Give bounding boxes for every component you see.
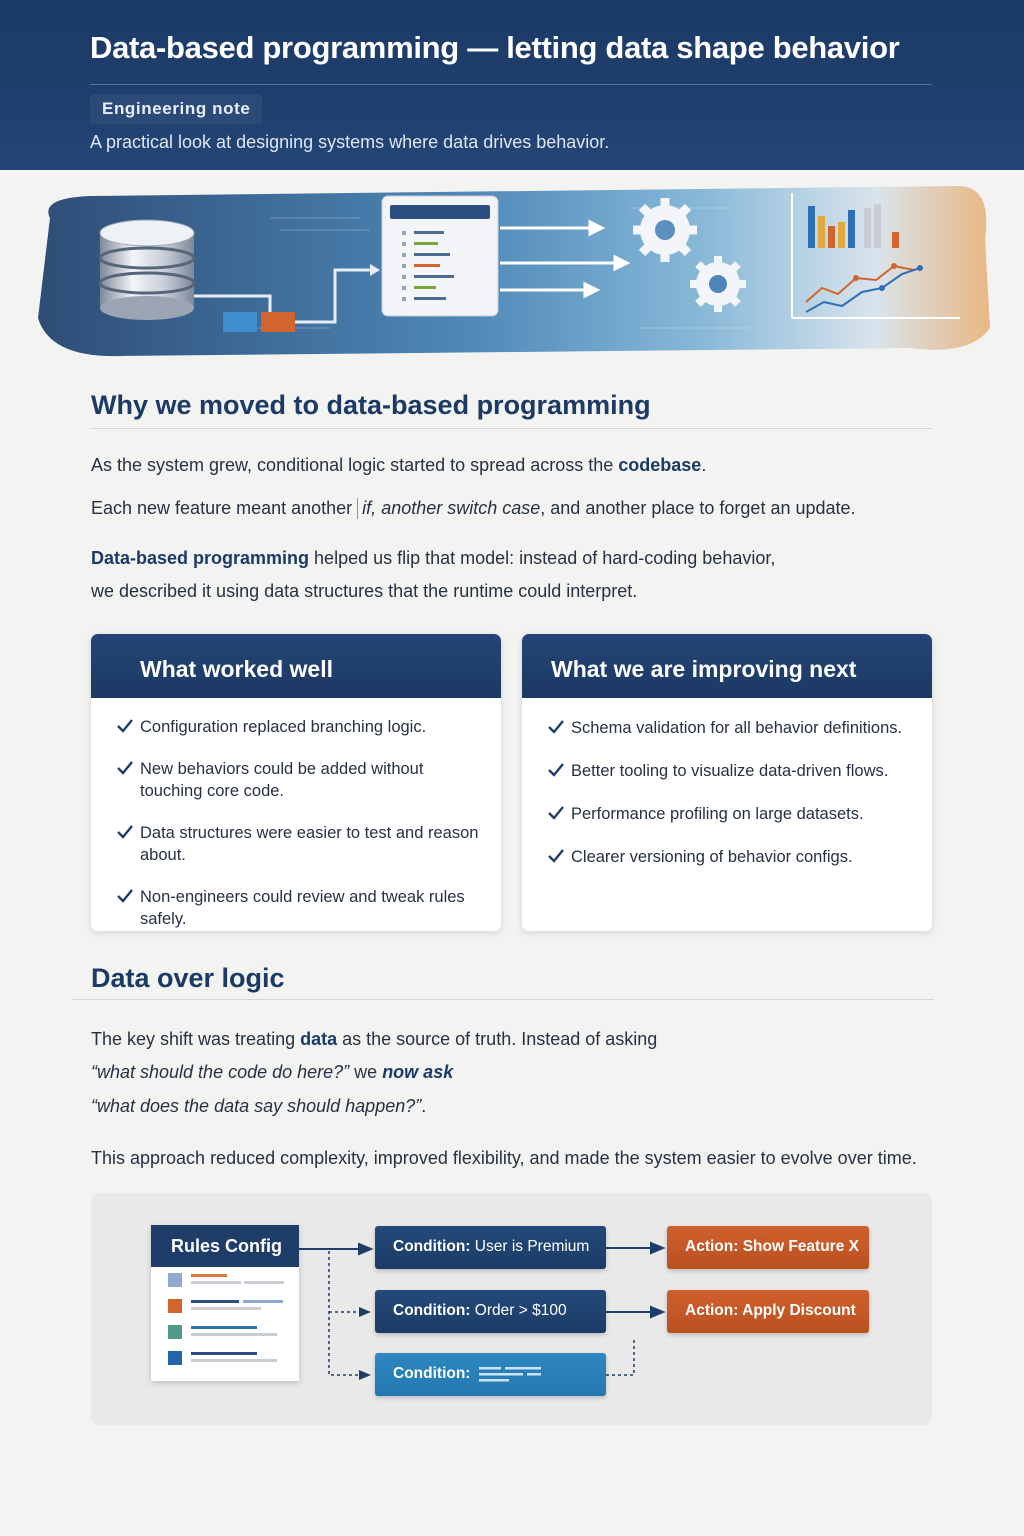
card-improving-next xyxy=(522,634,932,931)
paragraph-key-shift xyxy=(91,1029,657,1050)
paragraph-text: The key shift was treating xyxy=(91,1029,301,1049)
list-item xyxy=(548,803,912,825)
header-divider xyxy=(90,84,932,85)
emphasis-now-ask: now ask xyxy=(382,1062,454,1082)
check-icon xyxy=(548,849,564,863)
list-item xyxy=(117,716,481,738)
code-keyword-if: if, xyxy=(357,498,376,519)
action-apply-discount xyxy=(667,1290,869,1333)
condition-placeholder xyxy=(375,1353,606,1396)
paragraph-text: we xyxy=(349,1062,383,1082)
quote-code: “what should the code do here?” xyxy=(91,1062,350,1082)
paragraph-text: Each new feature meant another xyxy=(91,498,358,518)
worked-list xyxy=(91,698,501,930)
condition-value: Order > $100 xyxy=(474,1302,567,1319)
section-divider xyxy=(91,428,932,429)
section-title-data-over-logic: Data over logic xyxy=(91,963,285,993)
quote-data: “what does the data say should happen?” xyxy=(91,1096,422,1116)
improving-list xyxy=(522,698,932,868)
rules-config-card xyxy=(151,1225,299,1381)
check-icon xyxy=(117,719,133,733)
action-show-feature xyxy=(667,1226,869,1269)
hero-illustration xyxy=(30,178,994,368)
italic-switch-case: another switch case xyxy=(376,498,541,518)
condition-user-premium xyxy=(375,1226,606,1269)
paragraph-text: . xyxy=(701,455,707,475)
list-item-text: Clearer versioning of behavior configs. xyxy=(571,848,853,866)
list-item xyxy=(117,886,481,930)
paragraph-summary: This approach reduced complexity, improved flexibility, and made the system easier to evolve over time. xyxy=(91,1148,917,1168)
list-item-text: Better tooling to visualize data-driven flows. xyxy=(571,762,889,780)
check-icon xyxy=(117,889,133,903)
emphasis-data-based: Data-based programming xyxy=(91,548,310,568)
check-icon xyxy=(548,720,564,734)
rules-config-title: Rules Config xyxy=(151,1225,299,1267)
list-item xyxy=(548,846,912,868)
condition-label: Condition: xyxy=(393,1238,471,1255)
paragraph-text: , and another place to forget an update. xyxy=(540,498,856,518)
placeholder-lines xyxy=(475,1364,545,1384)
paragraph-text: as the source of truth. Instead of asking xyxy=(337,1029,658,1049)
check-icon xyxy=(548,806,564,820)
paragraph-question-data xyxy=(91,1096,426,1117)
emphasis-data: data xyxy=(300,1029,338,1049)
paragraph-runtime: we described it using data structures that the runtime could interpret. xyxy=(91,581,638,601)
gear-icon xyxy=(690,256,746,312)
check-icon xyxy=(117,761,133,775)
rules-config-lines xyxy=(151,1267,299,1381)
paragraph-features xyxy=(91,498,856,519)
card-what-worked xyxy=(91,634,501,931)
card-title: What worked well xyxy=(91,634,501,698)
config-panel-icon xyxy=(382,196,498,316)
section-divider xyxy=(72,999,934,1000)
page-subtitle: A practical look at designing systems where data drives behavior. xyxy=(90,132,610,152)
list-item xyxy=(548,760,912,782)
condition-value: User is Premium xyxy=(474,1238,590,1255)
condition-label: Condition: xyxy=(393,1365,471,1382)
page-header xyxy=(0,0,1024,170)
category-badge: Engineering note xyxy=(90,94,262,124)
action-label: Action: xyxy=(685,1238,739,1255)
list-item-text: New behaviors could be added without touching core code. xyxy=(140,760,424,800)
action-value: Show Feature X xyxy=(742,1238,859,1255)
emphasis-codebase: codebase xyxy=(618,455,702,475)
check-icon xyxy=(548,763,564,777)
database-icon xyxy=(100,220,194,320)
paragraph-text: helped us flip that model: instead of hard-coding behavior, xyxy=(309,548,776,568)
list-item-text: Data structures were easier to test and reason about. xyxy=(140,824,479,864)
list-item xyxy=(117,758,481,802)
list-item-text: Non-engineers could review and tweak rules safely. xyxy=(140,888,465,928)
condition-label: Condition: xyxy=(393,1302,471,1319)
page-title: Data-based programming — letting data shape behavior xyxy=(90,30,900,65)
list-item xyxy=(548,717,912,739)
paragraph-question-code xyxy=(91,1062,453,1083)
paragraph-growth xyxy=(91,455,706,476)
paragraph-flip-model xyxy=(91,548,775,569)
condition-order-total xyxy=(375,1290,606,1333)
gear-icon xyxy=(633,198,697,262)
paragraph-text: . xyxy=(421,1096,427,1116)
section-title-why: Why we moved to data-based programming xyxy=(91,390,651,420)
list-item-text: Performance profiling on large datasets. xyxy=(571,805,864,823)
rules-flow-diagram xyxy=(91,1193,932,1425)
card-title: What we are improving next xyxy=(522,634,932,698)
check-icon xyxy=(117,825,133,839)
action-label: Action: xyxy=(685,1302,739,1319)
list-item xyxy=(117,822,481,866)
action-value: Apply Discount xyxy=(742,1302,856,1319)
paragraph-text: As the system grew, conditional logic started to spread across the xyxy=(91,455,619,475)
list-item-text: Schema validation for all behavior definitions. xyxy=(571,719,903,737)
list-item-text: Configuration replaced branching logic. xyxy=(140,718,427,736)
